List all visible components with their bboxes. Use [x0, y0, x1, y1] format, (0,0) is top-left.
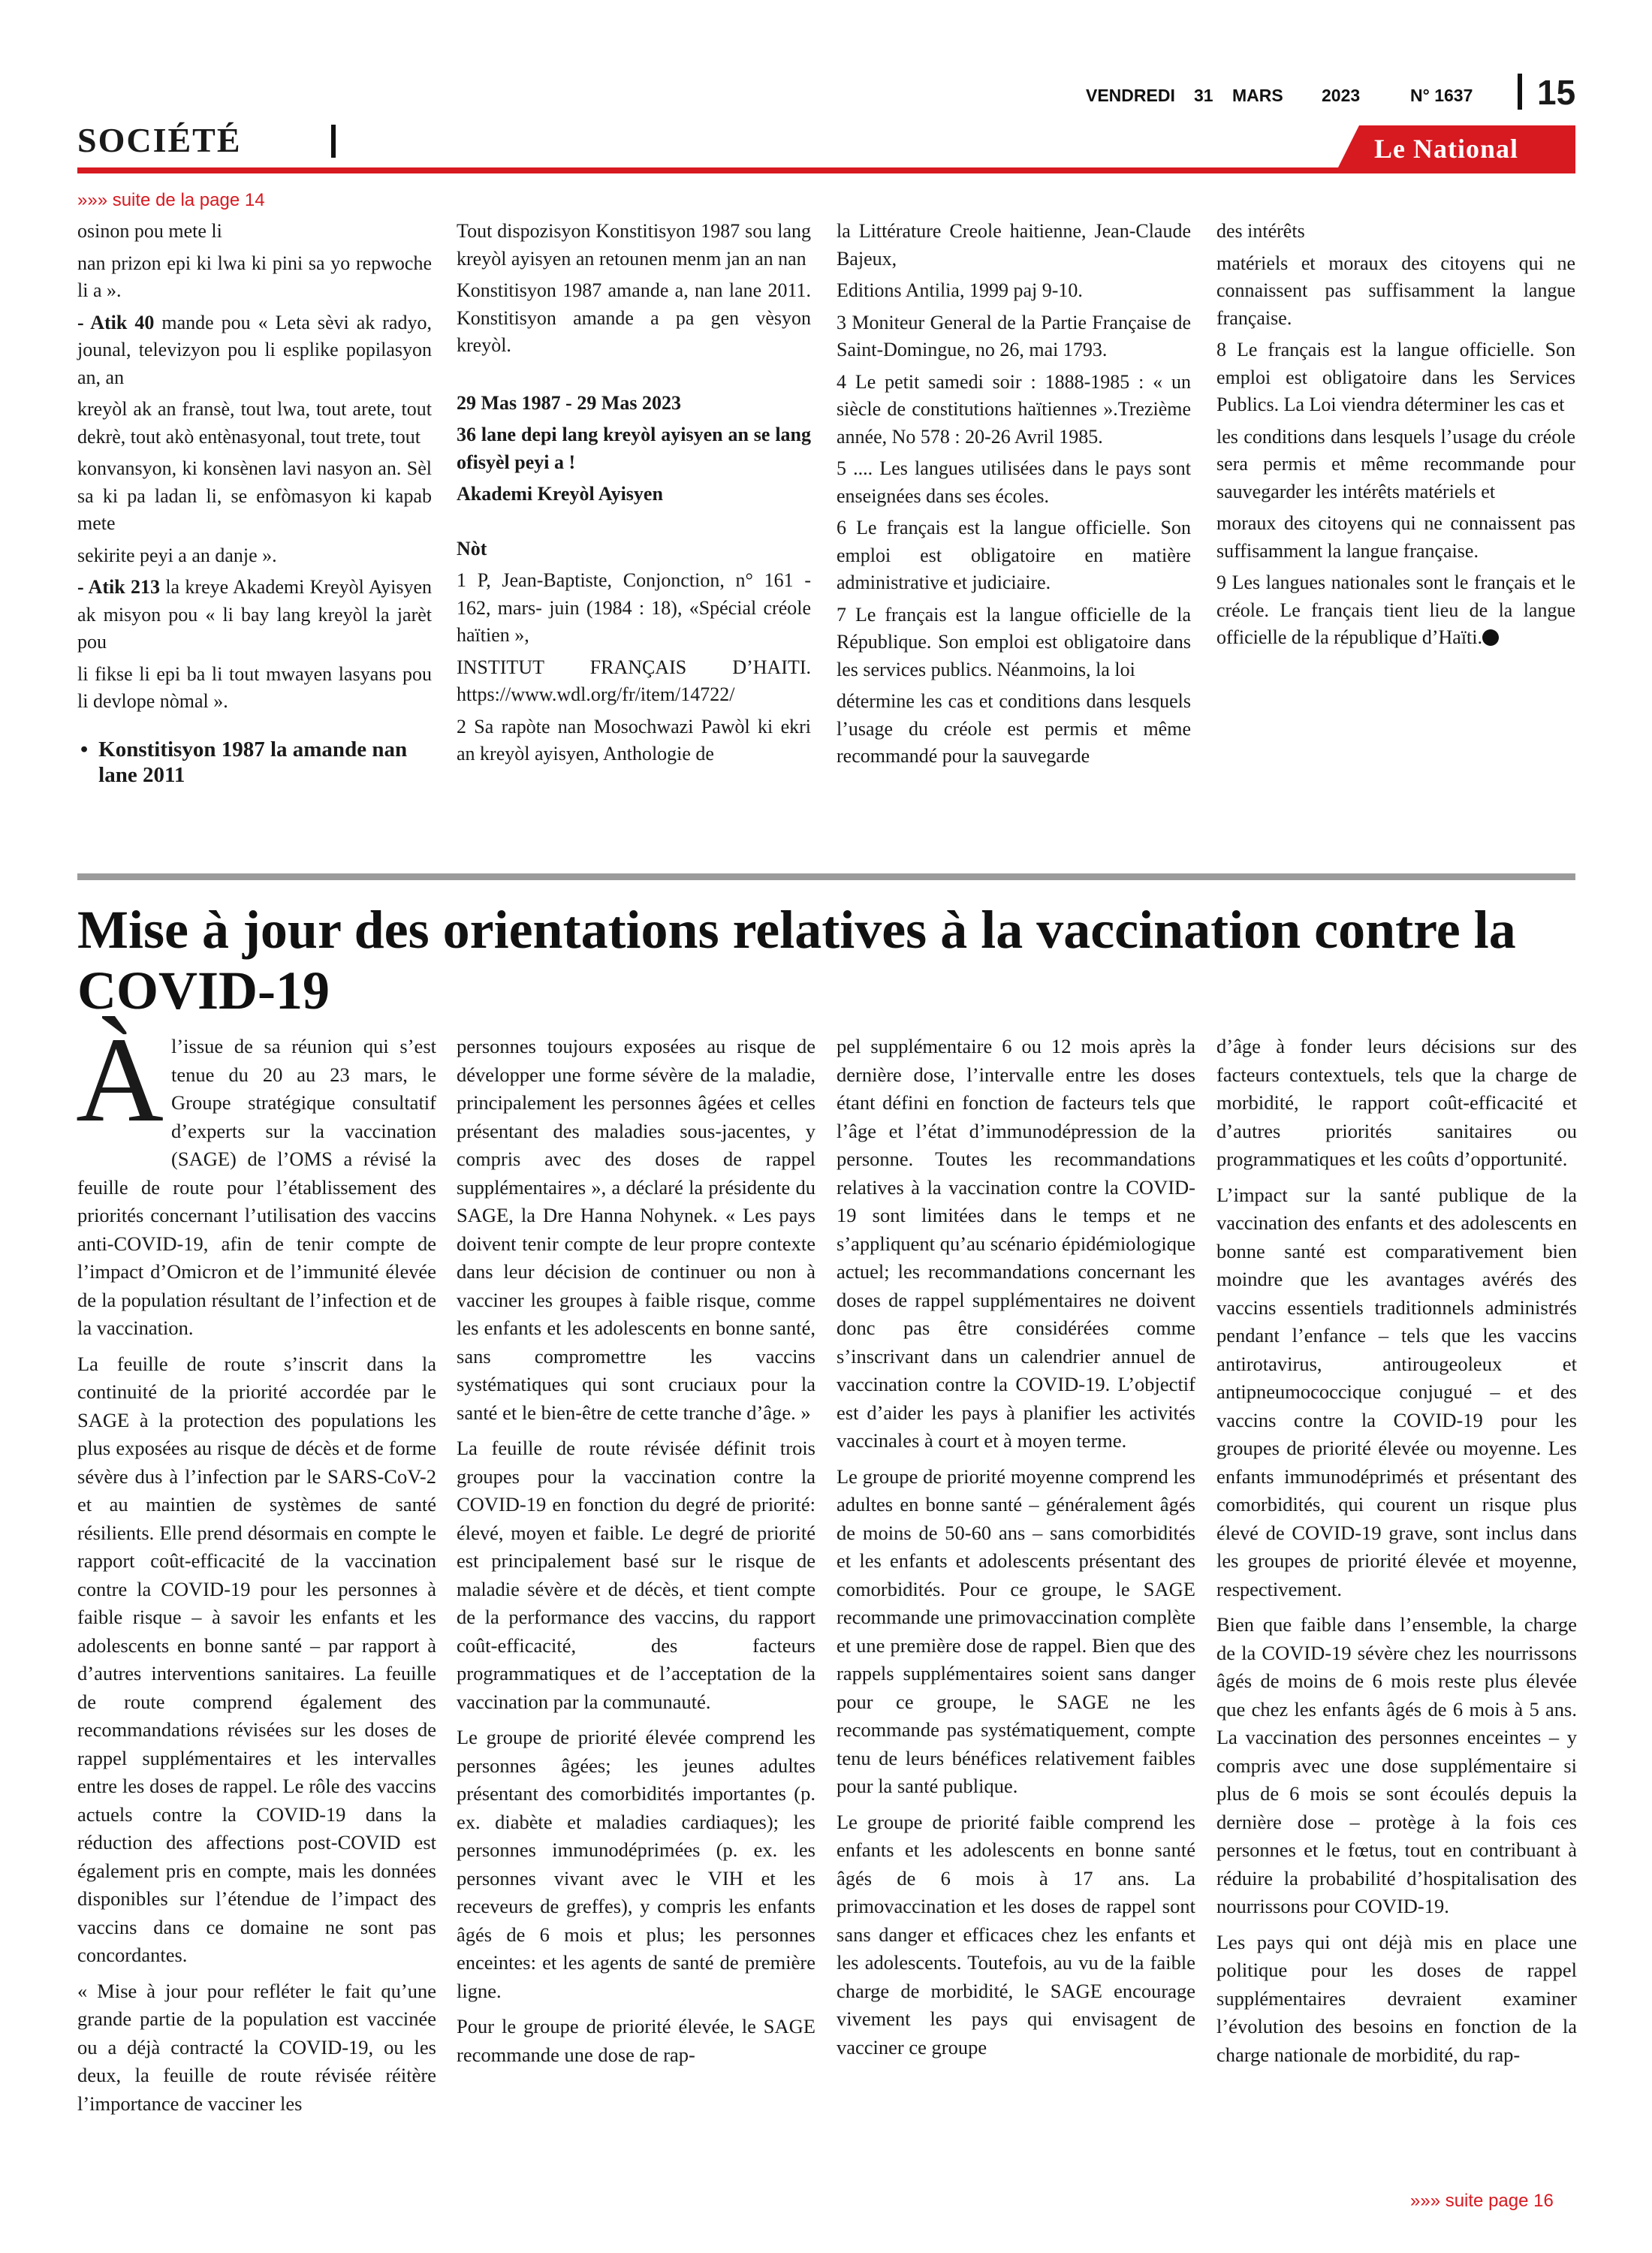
note: 4 Le petit samedi soir : 1888-1985 : « un siècle de constitutions haïtiennes ».Trezième année, No 578 : 20-26 Avril 1985.: [837, 370, 1191, 448]
page-number-divider: [1518, 74, 1522, 110]
end-mark-icon: [1482, 629, 1499, 646]
header-date-num: 31: [1194, 86, 1213, 105]
paragraph: Le groupe de priorité élevée comprend les personnes âgées; les jeunes adultes présentant des comorbidités importantes (p. ex. diabète et maladies cardiaques); les personnes immunodéprimées (p. ex. les personnes vivant avec le VIH et les receveurs de greffes), y compris les enfants âgés de 6 mois et plus; les personnes enceintes: et les agents de santé de première ligne.: [457, 1726, 815, 2002]
article-label: - Atik 40: [77, 311, 155, 333]
note: les conditions dans lesquels l’usage du créole sera permis et même recommande pour sauvegarder les intérêts matériels et: [1216, 425, 1575, 502]
paragraph: Les pays qui ont déjà mis en place une politique pour les doses de rappel supplémentaires devraient examiner l’évolution des besoins en fonction de la charge nationale de morbidité, du rap-: [1216, 1930, 1577, 2066]
note: 7 Le français est la langue officielle de la République. Son emploi est obligatoire dans les services publics. Néanmoins, la loi: [837, 603, 1191, 680]
article-column-2: [457, 1033, 815, 2077]
notes-heading: Nòt: [457, 537, 487, 559]
header-year: 2023: [1322, 86, 1361, 105]
paragraph: Pour le groupe de priorité élevée, le SAGE recommande une dose de rap-: [457, 2015, 815, 2066]
paragraph: Le groupe de priorité faible comprend les enfants et les adolescents en bonne santé âgés de 6 mois à 17 ans. La primovaccination et les doses de rappel sont sans danger et efficaces chez les enfants et les adolescents. Toutefois, au vu de la faible charge de morbidité, le SAGE encourage vivement les pays qui envisagent de vacciner ce groupe: [837, 1810, 1195, 2058]
continued-to-link[interactable]: »»» suite page 16: [1410, 2191, 1554, 2211]
paragraph: Àl’issue de sa réunion qui s’est tenue du 20 au 23 mars, le Groupe stratégique consultatif d’experts sur la vaccination (SAGE) de l’OMS a révisé la feuille de route pour l’établissement des priorités concernant l’utilisation des vaccins anti-COVID-19, afin de tenir compte de l’impact d’Omicron et de l’immunité élevée de la population résultant de l’infection et de la vaccination.: [76, 1013, 436, 1339]
note: 1 P, Jean-Baptiste, Conjonction, n° 161 - 162, mars- juin (1984 : 18), «Spécial créole haïtien »,: [457, 569, 811, 646]
paragraph: d’âge à fonder leurs décisions sur des facteurs contextuels, tels que la charge de morbidité, le rapport coût-efficacité et d’autres priorités sanitaires ou programmatiques et les coûts d’opportunité.: [1216, 1035, 1577, 1170]
drop-cap: À: [76, 1013, 164, 1148]
paragraph-text: la kreye Akademi Kreyòl Ayisyen ak misyon pou « li bay lang kreyòl la jarèt pou: [77, 576, 433, 653]
header-day: VENDREDI: [1086, 86, 1175, 105]
slogan: 36 lane depi lang kreyòl ayisyen an se lang ofisyèl peyi a !: [457, 424, 811, 473]
note: 5 .... Les langues utilisées dans le pays sont enseignées dans ses écoles.: [837, 457, 1191, 507]
note: 8 Le français est la langue officielle. Son emploi est obligatoire dans les Services Publics. La Loi viendra déterminer les cas et: [1216, 339, 1575, 415]
note: 2 Sa rapòte nan Mosochwazi Pawòl ki ekri an kreyòl ayisyen, Anthologie de: [457, 715, 811, 765]
paragraph: La feuille de route révisée définit trois groupes pour la vaccination contre la COVID-19 en fonction du degré de priorité: élevé, moyen et faible. Le degré de priorité est principalement basé sur le risque de maladie sévère et de décès, et tient compte de la performance des vaccins, du rapport coût-efficacité, des facteurs programmatiques et de l’acceptation de la vaccination par la communauté.: [457, 1437, 815, 1713]
paragraph-text: mande pou « Leta sèvi ak radyo, jounal, televizyon pou li esplike popilasyon an, an: [77, 311, 433, 388]
top-column-1: [77, 218, 432, 788]
section-divider: [331, 125, 336, 158]
paragraph: « Mise à jour pour refléter le fait qu’une grande partie de la population est vaccinée ou a déjà contracté la COVID-19, ou les deux, la feuille de route révisée réitère l’importance de vacciner les: [77, 1979, 436, 2115]
paragraph: sekirite peyi a an danje ».: [77, 544, 277, 566]
paragraph: personnes toujours exposées au risque de développer une forme sévère de la maladie, principalement les personnes âgées et celles présentant des maladies sous-jacentes, y compris avec des doses de rappel supplémentaires », a déclaré la présidente du SAGE, la Dre Hanna Nohynek. « Les pays doivent tenir compte de leur propre contexte dans leur décision de continuer ou non à vacciner les groupes à faible risque, comme les enfants et les adolescents en bonne santé, sans compromettre les vaccins systématiques qui sont cruciaux pour la santé et le bien-être de cette tranche d’âge. »: [457, 1035, 815, 1424]
paragraph: Le groupe de priorité moyenne comprend les adultes en bonne santé – généralement âgés de moins de 50-60 ans – sans comorbidités et les enfants et adolescents présentant des comorbidités. Pour ce groupe, le SAGE recommande une primovaccination complète et une première dose de rappel. Bien que des rappels supplémentaires soient sans danger pour ce groupe, le SAGE ne les recommande pas systématiquement, compte tenu de leurs bénéfices relativement faibles pour la santé publique.: [837, 1464, 1195, 1797]
paragraph: osinon pou mete li: [77, 220, 222, 242]
page-number: 15: [1537, 73, 1576, 112]
note: matériels et moraux des citoyens qui ne connaissent pas suffisamment la langue française.: [1216, 252, 1575, 329]
dates-line: 29 Mas 1987 - 29 Mas 2023: [457, 391, 681, 414]
note: la Littérature Creole haitienne, Jean-Claude Bajeux,: [837, 220, 1191, 270]
paragraph: Bien que faible dans l’ensemble, la charge de la COVID-19 sévère chez les nourrissons âgés de moins de 6 mois reste plus élevée que chez les enfants âgés de 6 mois à 5 ans. La vaccination des personnes enceintes – y compris avec une dose supplémentaire si plus de 6 mois se sont écoulés depuis la dernière dose – protège à la fois ces personnes et le fœtus, tout en contribuant à réduire la probabilité d’hospitalisation des nourrissons pour COVID-19.: [1216, 1613, 1577, 1917]
section-title: SOCIÉTÉ: [77, 121, 242, 159]
paragraph: Tout dispozisyon Konstitisyon 1987 sou lang kreyòl ayisyen an retounen menm jan an nan: [457, 220, 811, 270]
section-divider-rule: [77, 873, 1575, 880]
note: 9 Les langues nationales sont le français et le créole. Le français tient lieu de la langue officielle de la république d’Haïti.: [1216, 572, 1575, 648]
issue-number: N° 1637: [1410, 86, 1473, 105]
note: moraux des citoyens qui ne connaissent pas suffisamment la langue française.: [1216, 512, 1575, 562]
subheading-bullet: [77, 737, 432, 788]
subheading: Konstitisyon 1987 la amande nan lane 2011: [98, 737, 408, 787]
paragraph: nan prizon epi ki lwa ki pini sa yo repwoche li a ».: [77, 252, 432, 301]
paragraph: L’impact sur la santé publique de la vaccination des enfants et des adolescents en bonne santé est comparativement bien moindre que les avantages avérés des vaccins essentiels traditionnels administrés pendant l’enfance – tels que les vaccins antirotavirus, antirougeoleux et antipneumococcique conjugué – et des vaccins contre la COVID-19 pour les groupes de priorité élevée ou moyenne. Les enfants immunodéprimés et présentant des comorbidités, qui courent un risque plus élevé de COVID-19 grave, sont inclus dans les groupes de priorité élevée et moyenne, respectivement.: [1216, 1183, 1577, 1600]
header-month: MARS: [1232, 86, 1283, 105]
top-column-3: [837, 218, 1191, 775]
note: 6 Le français est la langue officielle. Son emploi est obligatoire en matière administrative et judiciaire.: [837, 517, 1191, 593]
paragraph: konvansyon, ki konsènen lavi nasyon an. Sèl sa ki pa ladan li, se enfòmasyon ki kapab mete: [77, 457, 432, 534]
article-column-1: [76, 1013, 436, 2125]
paragraph: kreyòl ak an fransè, tout lwa, tout arete, tout dekrè, tout akò entènasyonal, tout trete, tout: [77, 398, 432, 448]
paragraph: [77, 574, 432, 656]
bullet-icon: •: [80, 737, 89, 762]
brand-logo: Le National: [1374, 134, 1519, 164]
top-column-2: [457, 218, 811, 773]
note: INSTITUT FRANÇAIS D’HAITI. https://www.wdl.org/fr/item/14722/: [457, 656, 811, 705]
note: détermine les cas et conditions dans lesquels l’usage du créole est permis et même recommandé pour la sauvegarde: [837, 690, 1191, 767]
article-label: - Atik 213: [77, 576, 160, 598]
article-column-3: [837, 1033, 1195, 2069]
paragraph: [77, 309, 432, 392]
note: Editions Antilia, 1999 paj 9-10.: [837, 279, 1083, 301]
paragraph: La feuille de route s’inscrit dans la continuité de la priorité accordée par le SAGE à la protection des populations les plus exposées au risque de décès et de forme sévère dus à l’infection par le SARS-CoV-2 et au maintien de systèmes de santé résilients. Elle prend désormais en compte le rapport coût-efficacité de la vaccination contre la COVID-19 pour les personnes à faible risque – à savoir les enfants et les adolescents en bonne santé – par rapport à d’autres interventions sanitaires. La feuille de route comprend également des recommandations révisées sur les doses de rappel supplémentaires et les intervalles entre les doses de rappel. Le rôle des vaccins actuels contre la COVID-19 dans la réduction des affections post-COVID est également pris en compte, mais les données disponibles sur l’étendue de l’impact des vaccins dans ce domaine ne sont pas concordantes.: [77, 1352, 436, 1966]
note: 3 Moniteur General de la Partie Française de Saint-Domingue, no 26, mai 1793.: [837, 311, 1191, 360]
article-column-4: [1216, 1033, 1577, 2077]
paragraph: pel supplémentaire 6 ou 12 mois après la dernière dose, l’intervalle entre les doses étant défini en fonction de facteurs tels que l’âge et l’état d’immunodépression de la personne. Toutes les recommandations relatives à la vaccination contre la COVID-19 sont limitées dans le temps et ne s’appliquent qu’au scénario épidémiologique actuel; les recommandations concernant les doses de rappel supplémentaires ne doivent donc pas être considérées comme s’inscrivant dans un calendrier annuel de vaccination contre la COVID-19. L’objectif est d’aider les pays à planifier les activités vaccinales à court et à moyen terme.: [837, 1035, 1195, 1452]
signature: Akademi Kreyòl Ayisyen: [457, 483, 663, 505]
paragraph: li fikse li epi ba li tout mwayen lasyans pou li devlope nòmal ».: [77, 662, 432, 712]
article-headline: Mise à jour des orientations relatives à la vaccination contre la COVID-19: [77, 900, 1516, 1021]
paragraph: Konstitisyon 1987 amande a, nan lane 2011. Konstitisyon amande a pa gen vèsyon kreyòl.: [457, 279, 811, 356]
top-column-4: [1216, 218, 1575, 656]
continued-from: »»» suite de la page 14: [77, 190, 265, 210]
note: des intérêts: [1216, 220, 1305, 242]
